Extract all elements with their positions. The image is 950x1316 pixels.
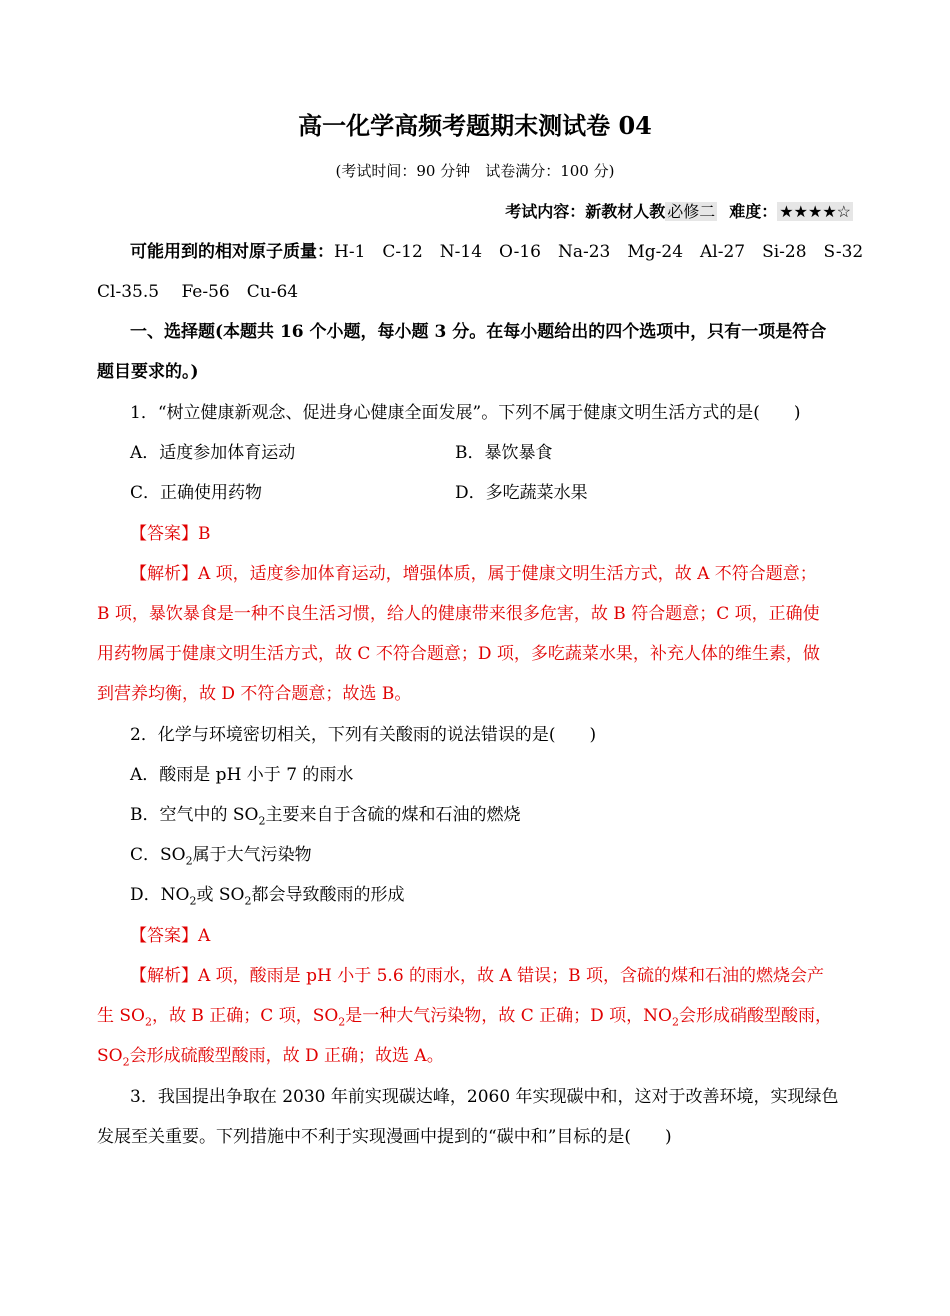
section-instructions-2: 题目要求的。) xyxy=(97,362,199,382)
q2-option-b-subscript: 2 xyxy=(258,814,266,828)
atomic-mass-line-1 xyxy=(130,241,890,263)
q2-option-d-text-mid: 或 SO xyxy=(196,885,245,905)
q3-stem-1: 3．我国提出争取在 2030 年前实现碳达峰，2060 年实现碳中和，这对于改善环境，实现绿色 xyxy=(130,1087,839,1107)
q2-option-c-subscript: 2 xyxy=(185,854,193,868)
q1-options-row-2 xyxy=(130,482,850,504)
q1-answer: 【答案】B xyxy=(130,524,211,544)
q2-option-b xyxy=(130,804,890,826)
q2-option-d-text: D．NO xyxy=(130,885,190,905)
meta-difficulty-label: 难度： xyxy=(729,202,778,221)
q2-stem: 2．化学与环境密切相关，下列有关酸雨的说法错误的是( ) xyxy=(130,725,597,745)
meta-book: 必修二 xyxy=(667,202,716,221)
q1-option-d: D．多吃蔬菜水果 xyxy=(455,483,588,503)
atomic-mass-values-2: Cl-35.5 Fe-56 Cu-64 xyxy=(97,282,299,302)
exam-title: 高一化学高频考题期末测试卷 04 xyxy=(298,111,652,140)
section-heading xyxy=(130,321,890,343)
q2-exp2-sub-2: 2 xyxy=(338,1015,346,1029)
q1-option-b: B．暴饮暴食 xyxy=(455,443,553,463)
q2-option-d-text-end: 都会导致酸雨的形成 xyxy=(251,885,405,905)
q2-option-d-subscript-2: 2 xyxy=(244,894,252,908)
exam-subtitle: (考试时间：90 分钟 试卷满分：100 分) xyxy=(335,162,615,180)
q3-stem-2: 发展至关重要。下列措施中不利于实现漫画中提到的“碳中和”目标的是( ) xyxy=(97,1127,672,1147)
q1-option-a: A．适度参加体育运动 xyxy=(130,443,296,463)
q2-option-d-subscript-1: 2 xyxy=(189,894,197,908)
q2-exp3-sub: 2 xyxy=(122,1055,130,1069)
q2-option-a: A．酸雨是 pH 小于 7 的雨水 xyxy=(130,765,354,785)
section-title: 一、选择题 xyxy=(130,322,215,342)
q2-exp2-part-c: 是一种大气污染物，故 C 正确；D 项，NO xyxy=(345,1006,672,1026)
q1-options-row-1 xyxy=(130,442,850,464)
meta-content-label: 考试内容：新教材人教 xyxy=(505,202,666,221)
q2-explanation-3 xyxy=(97,1045,857,1067)
q2-option-b-text-end: 主要来自于含硫的煤和石油的燃烧 xyxy=(265,805,521,825)
exam-meta xyxy=(505,200,853,224)
q2-option-c-text: C．SO xyxy=(130,845,186,865)
q1-explanation-4: 到营养均衡，故 D 不符合题意；故选 B。 xyxy=(97,684,412,704)
q2-option-b-text: B．空气中的 SO xyxy=(130,805,259,825)
q2-exp2-sub-3: 2 xyxy=(671,1015,679,1029)
q1-stem: 1．“树立健康新观念、促进身心健康全面发展”。下列不属于健康文明生活方式的是( ) xyxy=(130,403,801,423)
q2-exp2-part-b: ，故 B 正确；C 项，SO xyxy=(152,1006,339,1026)
q2-exp3-part-b: 会形成硫酸型酸雨，故 D 正确；故选 A。 xyxy=(129,1046,444,1066)
q2-exp3-part-a: SO xyxy=(97,1046,123,1066)
q2-exp2-part-a: 生 SO xyxy=(97,1006,145,1026)
q2-option-c xyxy=(130,844,890,866)
difficulty-stars: ★★★★☆ xyxy=(779,202,851,221)
q2-option-c-text-end: 属于大气污染物 xyxy=(192,845,312,865)
section-instructions-1: (本题共 16 个小题，每小题 3 分。在每小题给出的四个选项中，只有一项是符合 xyxy=(215,322,827,342)
q1-explanation-3: 用药物属于健康文明生活方式，故 C 不符合题意；D 项，多吃蔬菜水果，补充人体的维生素，做 xyxy=(97,644,820,664)
q1-explanation-1: 【解析】A 项，适度参加体育运动，增强体质，属于健康文明生活方式，故 A 不符合题意； xyxy=(130,564,817,584)
q2-explanation-2 xyxy=(97,1005,857,1027)
q2-explanation-1: 【解析】A 项，酸雨是 pH 小于 5.6 的雨水，故 A 错误；B 项，含硫的煤和石油的燃烧会产 xyxy=(130,966,825,986)
q1-option-c: C．正确使用药物 xyxy=(130,483,263,503)
atomic-mass-label: 可能用到的相对原子质量： xyxy=(130,242,334,262)
q2-answer: 【答案】A xyxy=(130,926,211,946)
q2-exp2-sub-1: 2 xyxy=(145,1015,152,1029)
atomic-mass-values-1: H-1 C-12 N-14 O-16 Na-23 Mg-24 Al-27 Si-28 S-32 xyxy=(334,242,864,262)
q2-exp2-part-d: 会形成硝酸型酸雨， xyxy=(678,1006,832,1026)
q1-explanation-2: B 项，暴饮暴食是一种不良生活习惯，给人的健康带来很多危害，故 B 符合题意；C 项，正确使 xyxy=(97,604,820,624)
q2-option-d xyxy=(130,884,890,906)
